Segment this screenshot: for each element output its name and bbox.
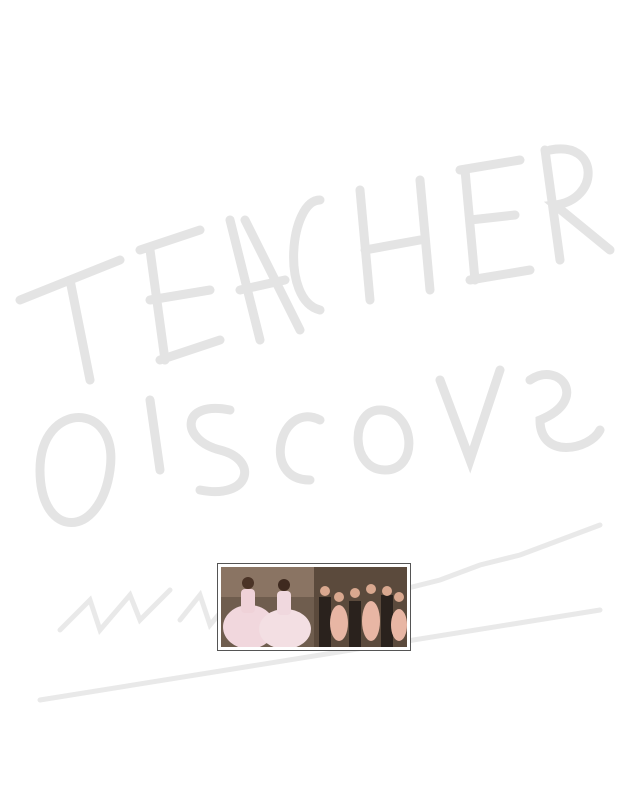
photo-image xyxy=(221,567,407,647)
quinceanera-photo xyxy=(217,563,411,651)
